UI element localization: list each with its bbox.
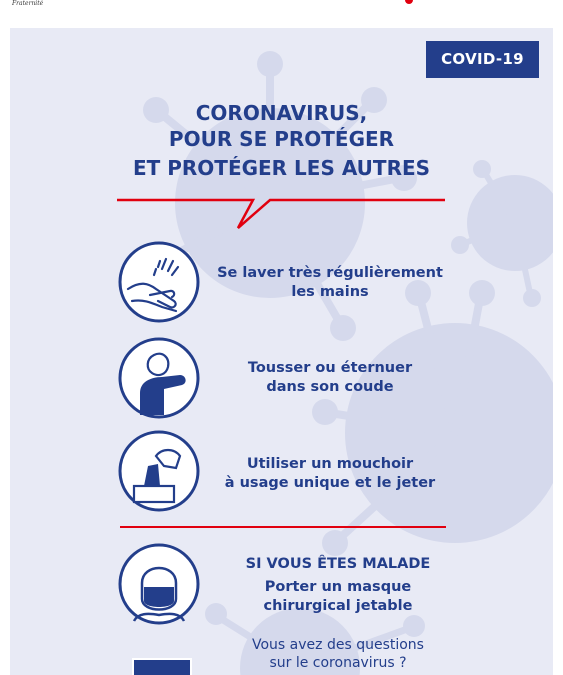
step-2-text: [215, 359, 445, 397]
step-3-text: [215, 455, 445, 493]
header-bar: [0, 0, 563, 28]
face-mask-icon: [118, 543, 200, 625]
step-3-line-1: Utiliser un mouchoir: [246, 456, 414, 472]
step-1-line-2: les mains: [291, 284, 369, 300]
questions-text: [223, 636, 453, 672]
sick-line-2: chirurgical jetable: [263, 598, 413, 614]
speech-bubble-line: [10, 28, 553, 248]
title-line-3: ET PROTÉGER LES AUTRES: [132, 156, 431, 180]
sick-text: [238, 578, 438, 616]
step-3-line-2: à usage unique et le jeter: [224, 475, 436, 491]
section-divider: [120, 526, 446, 528]
sick-line-1: Porter un masque: [264, 579, 412, 595]
title-line-1: CORONAVIRUS,: [195, 101, 368, 125]
cough-elbow-icon: [118, 337, 200, 419]
motto-text: Fraternité: [12, 0, 44, 7]
handwashing-icon: [118, 241, 200, 323]
questions-line-2: sur le coronavirus ?: [269, 655, 407, 671]
questions-line-1: Vous avez des questions: [252, 637, 424, 653]
logo-accent: [405, 0, 413, 4]
sick-heading: SI VOUS ÊTES MALADE: [245, 556, 431, 572]
step-1-line-1: Se laver très régulièrement: [217, 265, 443, 281]
info-box: [132, 658, 192, 675]
step-2-line-1: Tousser ou éternuer: [247, 360, 413, 376]
step-1-text: [215, 264, 445, 302]
covid-poster: [10, 28, 553, 675]
title-line-2: POUR SE PROTÉGER: [168, 127, 395, 151]
covid-badge: COVID-19: [426, 41, 539, 78]
tissue-box-icon: [118, 430, 200, 512]
step-2-line-2: dans son coude: [266, 379, 394, 395]
